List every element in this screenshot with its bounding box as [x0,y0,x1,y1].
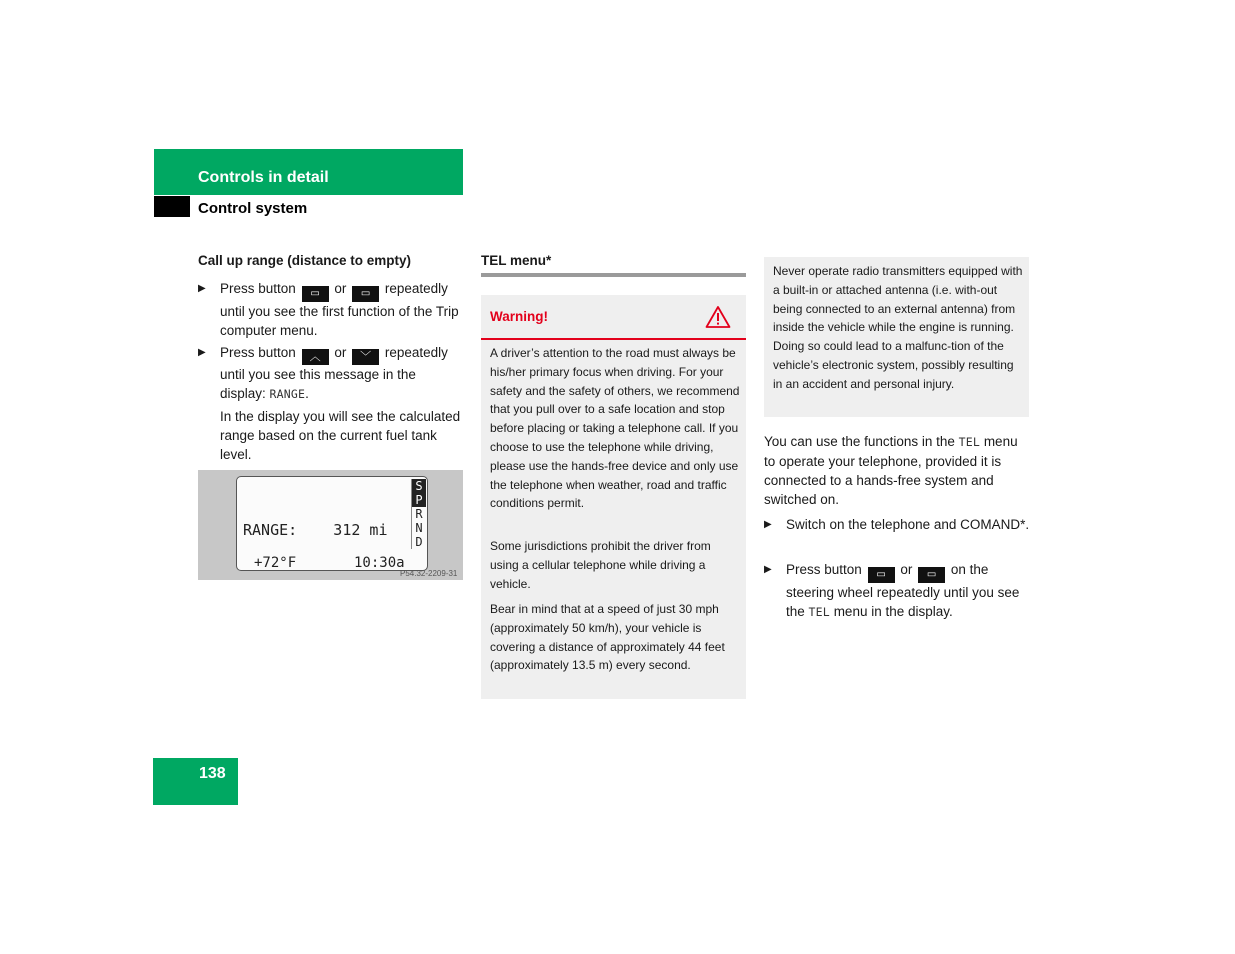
gear-p: P [412,493,426,507]
range-step-2: ▶ Press button ︿ or ﹀ repeatedly until you see this message in the display: RANGE. [198,345,448,401]
display-range-readout: RANGE: 312 mi [243,521,388,539]
range-step-1: ▶ Press button ▭ or ▭ repeatedly until you see the first function of the Trip computer menu. [198,281,459,338]
gear-s: S [412,479,426,493]
triangle-right-icon: ▶ [198,347,206,358]
gear-r: R [415,507,423,521]
display-forward-button-icon: ▭ [302,286,329,302]
warning-paragraph-2: Some jurisdictions prohibit the driver from using a cellular telephone while driving a vehicle. [490,539,711,591]
subsection-title: Control system [198,200,308,217]
instrument-display [236,476,428,571]
display-temperature: +72°F [254,555,297,571]
range-paragraph: In the display you will see the calculated range based on the current fuel tank level. [220,409,461,462]
range-code: RANGE [269,387,306,401]
triangle-right-icon: ▶ [198,283,206,294]
heading-rule [481,273,746,277]
triangle-right-icon: ▶ [764,519,772,530]
page-number: 138 [199,765,226,782]
gear-n: N [415,521,423,535]
arrow-down-button-icon: ﹀ [352,349,379,365]
gear-indicator [411,479,426,549]
display-back-button-icon: ▭ [918,567,945,583]
warning-rule [481,338,746,340]
tel-code: TEL [808,605,830,619]
gear-d: D [415,535,423,549]
triangle-right-icon: ▶ [764,564,772,575]
tel-intro: You can use the functions in the TEL menu to operate your telephone, provided it is connected to a hands-free system and switched on. [764,434,1018,507]
warning-label: Warning! [490,309,548,324]
subsection-marker [154,196,190,217]
figure-code: P54.32-2209-31 [400,569,458,578]
section-title: Controls in detail [198,169,329,186]
tel-menu-heading: TEL menu* [481,253,552,268]
tel-code: TEL [958,435,981,449]
display-clock: 10:30a [354,555,405,571]
display-forward-button-icon: ▭ [868,567,895,583]
tel-step-1: ▶ Switch on the telephone and COMAND*. [764,517,1030,532]
tel-step-2: ▶ Press button ▭ or ▭ on the steering wheel repeatedly until you see the TEL menu in the display. [764,562,1020,619]
warning-paragraph-3: Bear in mind that at a speed of just 30 mph (approximately 50 km/h), your vehicle is covering a distance of approximately 44 feet (approximately 13.5 m) every second. [490,602,725,673]
arrow-up-button-icon: ︿ [302,349,329,365]
warning-paragraph-1: A driver’s attention to the road must always be his/her primary focus when driving. For your safety and the safety of others, we recommend that you pull over to a safe location and stop before placing or taking a telephone call. If you choose to use the telephone while driving, please use the hands-free device and only use the telephone when weather, road and traffic conditions permit. [490,346,740,511]
warning-triangle-icon [705,305,731,329]
antenna-note: Never operate radio transmitters equipped with a built-in or attached antenna (i.e. with-out being connected to an external antenna) from inside the vehicle while the engine is running. Doing so could lead to a malfunc-tion of the vehicle’s electronic system, possibly resulting in an accident and personal injury. [773,264,1023,391]
range-heading: Call up range (distance to empty) [198,253,412,268]
display-figure [198,470,463,580]
display-back-button-icon: ▭ [352,286,379,302]
